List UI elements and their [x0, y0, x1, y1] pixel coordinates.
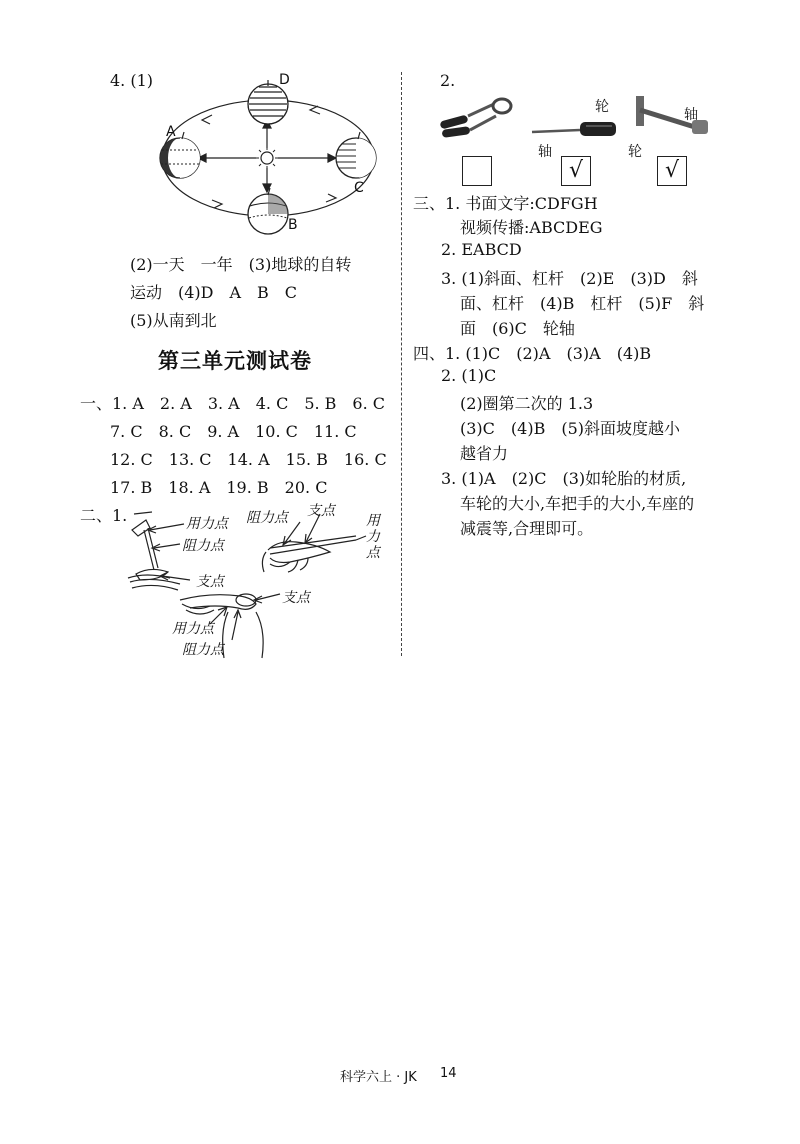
label-effort-point-3: 用力点	[172, 621, 214, 637]
sec3-3b: 面、杠杆 (4)B 杠杆 (5)F 斜	[460, 294, 705, 313]
sec4-2b: (2)圈第二次的 1.3	[460, 394, 594, 413]
sec3-1a: 三、1. 书面文字:CDFGH	[413, 194, 598, 213]
sec3-1b: 视频传播:ABCDEG	[460, 218, 603, 237]
label-axle-2: 轴	[684, 107, 698, 123]
globe-c	[336, 132, 376, 178]
globe-b	[248, 188, 288, 234]
orbit-label-c: C	[354, 180, 364, 196]
q4-answer-2b: 运动 (4)D A B C	[130, 283, 298, 302]
sec4-2d: 越省力	[460, 444, 509, 463]
label-wheel-1: 轮	[595, 99, 609, 115]
sec4-3b: 车轮的大小,车把手的大小,车座的	[460, 494, 695, 513]
label-resistance-point-3: 阻力点	[182, 642, 224, 658]
screwdriver-icon	[532, 122, 616, 136]
sec1-row1: 一、1. A 2. A 3. A 4. C 5. B 6. C	[80, 394, 386, 413]
label-resistance-point-2: 阻力点	[246, 510, 288, 526]
unit-title: 第三单元测试卷	[158, 349, 312, 373]
sec4-2a: 2. (1)C	[441, 366, 497, 385]
sec3-3c: 面 (6)C 轮轴	[460, 319, 575, 338]
label-axle-1: 轴	[538, 144, 552, 160]
label-fulcrum-1: 支点	[196, 574, 224, 590]
check-mark: √	[568, 158, 584, 183]
check-mark: √	[664, 158, 680, 183]
q4-number: 4. (1)	[110, 71, 154, 90]
column-divider	[401, 72, 402, 656]
q4-answer-2: (2)一天 一年 (3)地球的自转	[130, 255, 352, 274]
answer-box-nutcracker	[462, 156, 492, 186]
orbit-label-d: D	[279, 72, 290, 88]
sec1-row4: 17. B 18. A 19. B 20. C	[110, 478, 328, 497]
sun-icon	[256, 147, 278, 169]
sec4-1: 四、1. (1)C (2)A (3)A (4)B	[413, 344, 652, 363]
q2-number: 2.	[440, 71, 456, 90]
sec4-3a: 3. (1)A (2)C (3)如轮胎的材质,	[441, 469, 687, 488]
sec3-3a: 3. (1)斜面、杠杆 (2)E (3)D 斜	[441, 269, 698, 288]
orbit-label-a: A	[166, 124, 176, 140]
label-fulcrum-2: 支点	[307, 503, 335, 519]
q4-answer-5: (5)从南到北	[130, 311, 217, 330]
label-effort-point-2: 用力点	[366, 513, 380, 561]
sec4-2c: (3)C (4)B (5)斜面坡度越小	[460, 419, 680, 438]
sec1-row3: 12. C 13. C 14. A 15. B 16. C	[110, 450, 387, 469]
sec2-number: 二、1.	[80, 506, 128, 525]
nutcracker-icon	[439, 99, 511, 138]
label-fulcrum-3: 支点	[282, 590, 310, 606]
sec1-row2: 7. C 8. C 9. A 10. C 11. C	[110, 422, 357, 441]
sec3-2: 2. EABCD	[441, 240, 522, 259]
earth-orbit-diagram	[150, 70, 390, 240]
footer-book-title: 科学六上 · JK	[340, 1070, 417, 1085]
label-resistance-point-1: 阻力点	[182, 538, 224, 554]
sec4-3c: 减震等,合理即可。	[460, 519, 594, 538]
label-wheel-2: 轮	[628, 144, 642, 160]
answer-box-wrench	[657, 156, 687, 186]
label-effort-point-1: 用力点	[186, 516, 228, 532]
page-number: 14	[440, 1066, 457, 1081]
answer-box-screwdriver	[561, 156, 591, 186]
orbit-label-b: B	[288, 217, 298, 233]
